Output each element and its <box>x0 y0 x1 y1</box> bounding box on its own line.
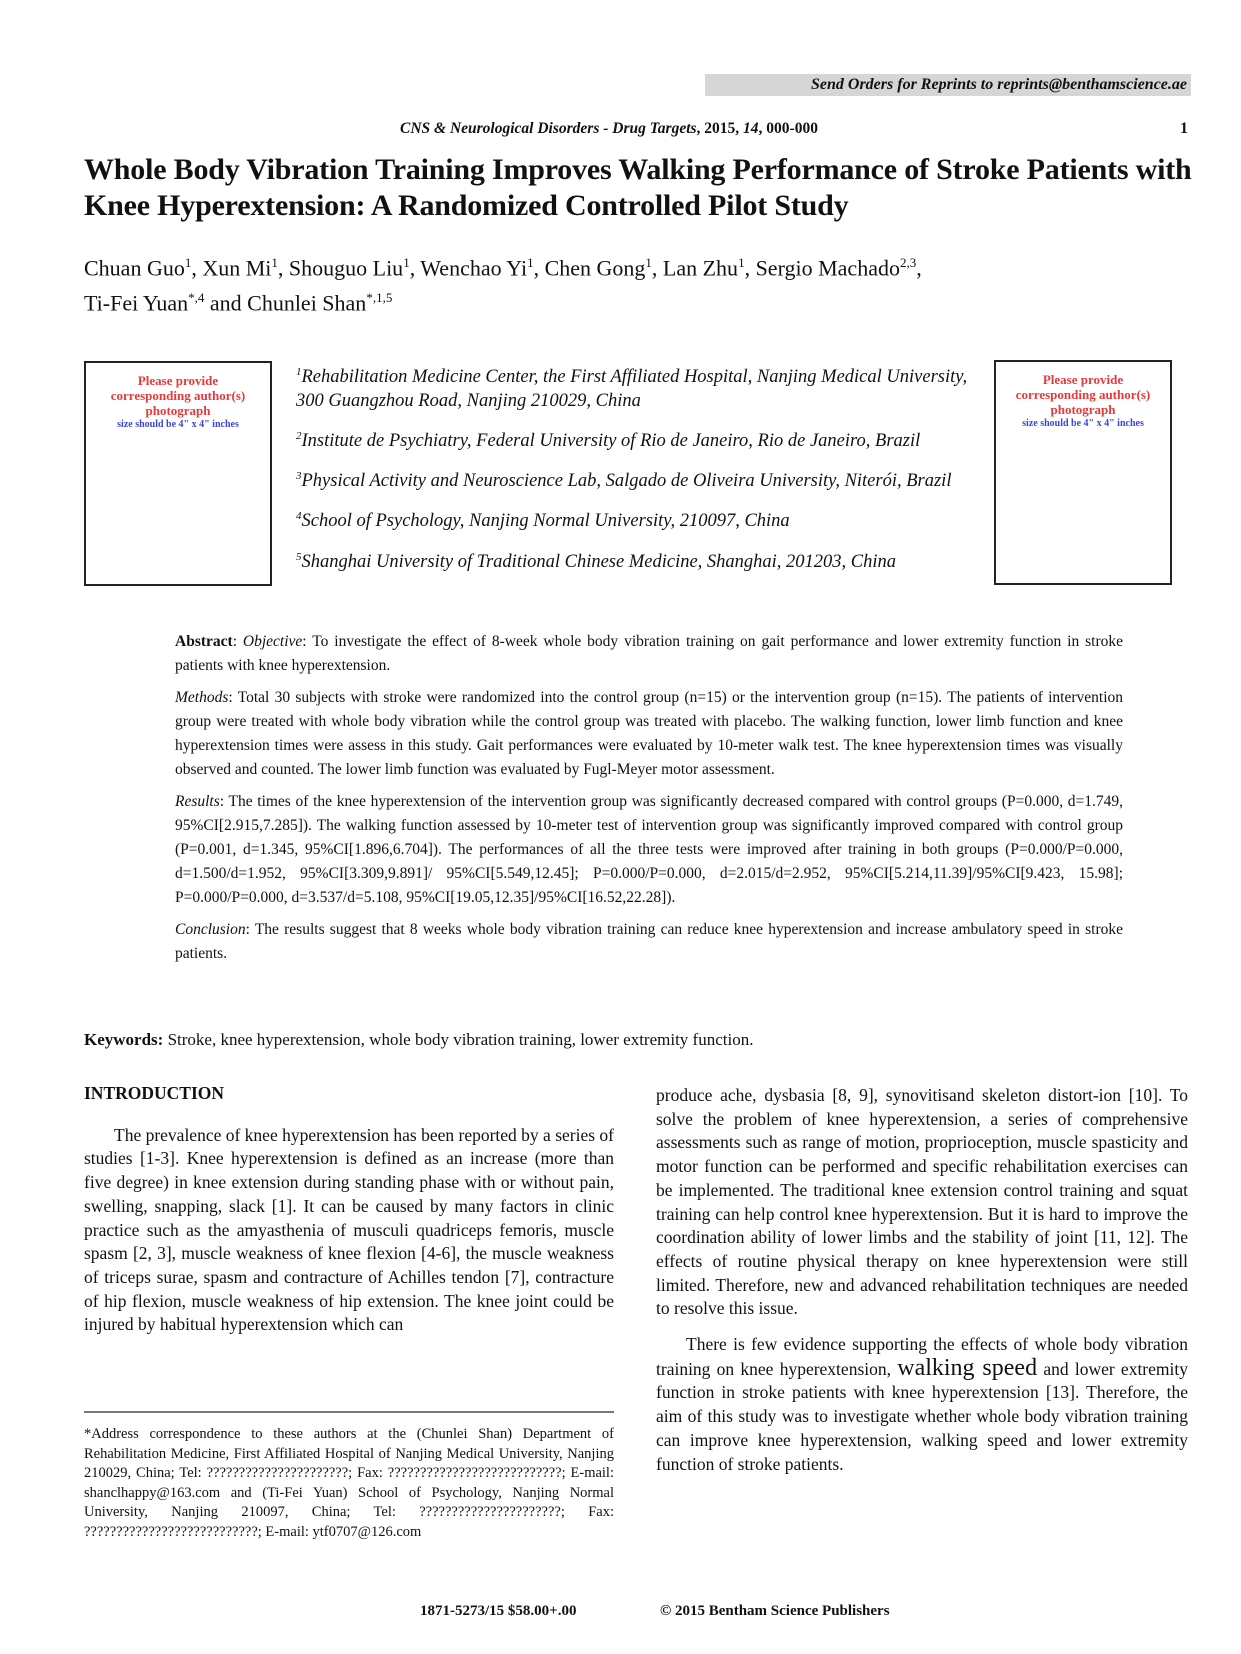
column-right <box>656 1084 1188 1476</box>
author-name: Lan Zhu <box>662 255 739 281</box>
paper-title: Whole Body Vibration Training Improves Walking Performance of Stroke Patients with Knee Hyperextension: A Randomized Controlled Pilot Study <box>84 153 1192 222</box>
author-name: Wenchao Yi <box>420 255 528 281</box>
photo-request-line: Please provide <box>137 373 219 388</box>
methods-text: Total 30 subjects with stroke were randomized into the control group (n=15) or the intervention group (n=15). The patients of intervention group were treated with whole body vibration while the control group was treated with placebo. The walking function, lower limb function and knee hyperextension times were assess in this study. Gait performances were evaluated by 10-meter walk test. The knee hyperextension times was visually observed and counted. The lower limb function was evaluated by Fugl-Meyer motor assessment. <box>175 689 1124 778</box>
author-list: Chuan Guo$^1$, Xun Mi$^1$, Shouguo Liu$^1$, Wenchao Yi$^1$, Chen Gong$^1$, Lan Zhu$^1$, Sergio Machado$^{2,3}$, Ti-Fei Yuan$^{*,4}$ and Chunlei Shan$^{*,1,5}$ <box>84 255 922 316</box>
abstract-objective: Abstract: Objective: To investigate the effect of 8-week whole body vibration training on gait performance and lower extremity function in stroke patients with knee hyperextension. <box>175 633 1123 674</box>
affiliation-marker: 2 <box>296 430 302 443</box>
intro-paragraph-continued: produce ache, dysbasia [8, 9], synovitisand skeleton distort-ion [10]. To solve the problem of knee hyperextension, a series of comprehensive assessments such as range of motion, proprioception, muscle spasticity and motor function can be performed and specific rehabilitation exercises can be implemented. The traditional knee extension control training and squat training can help control knee hyperextension. But it is hard to improve the coordination ability of lower limbs and the stability of joint [11, 12]. The effects of routine physical therapy on knee hyperextension were still limited. Therefore, new and advanced rehabilitation techniques are needed to resolve this issue. <box>656 1085 1188 1319</box>
section-heading-introduction: INTRODUCTION <box>84 1083 225 1103</box>
abstract-conclusion: Conclusion: The results suggest that 8 weeks whole body vibration training can reduce knee hyperextension and increase ambulatory speed in stroke patients. <box>175 921 1123 962</box>
author-photo-placeholder-right <box>994 360 1172 585</box>
journal-citation <box>400 120 818 138</box>
keywords <box>84 1030 753 1050</box>
author-affiliation-marker: 1 <box>738 255 745 270</box>
photo-size-note: size should be 4" x 4" inches <box>1022 418 1144 429</box>
photo-request-line: corresponding author(s) <box>1015 387 1151 402</box>
author-name: Chuan Guo <box>84 255 185 281</box>
photo-request-line: photograph <box>145 403 211 418</box>
affiliation-item <box>296 464 996 493</box>
affiliation-item <box>296 360 996 413</box>
author-affiliation-marker: 2,3 <box>899 255 917 270</box>
intro-text: There is few evidence supporting the effects of whole body vibration training on knee hyperextension, <box>656 1334 1188 1379</box>
keywords-label: Keywords: <box>84 1030 164 1049</box>
journal-volume: 14 <box>743 120 759 137</box>
author-photo-placeholder-left <box>84 361 272 586</box>
keywords-text: Stroke, knee hyperextension, whole body vibration training, lower extremity function. <box>163 1030 754 1049</box>
author-name: Ti-Fei Yuan <box>84 290 189 316</box>
journal-name: CNS & Neurological Disorders - Drug Targets <box>400 120 697 137</box>
photo-request-line: corresponding author(s) <box>110 388 246 403</box>
author-affiliation-marker: 1 <box>403 255 410 270</box>
affiliation-marker: 1 <box>296 366 302 378</box>
journal-year: , 2015, <box>696 120 744 137</box>
correspondence-footnote: *Address correspondence to these authors at the (Chunlei Shan) Department of Rehabilitation Medicine, First Affiliated Hospital of Nanjing Medical University, Nanjing 210029, China; Tel: ??????????????????????; Fax: ???????????????????????????; E-mail: shanclhappy@163.com and (Ti-Fei Yuan) School of Psychology, Nanjing Normal University, Nanjing 210097, China; Tel: ??????????????????????; Fax: ???????????????????????????; E-mail: ytf0707@126.com <box>84 1426 614 1540</box>
author-affiliation-marker: *,1,5 <box>366 290 393 306</box>
intro-text-enlarged: walking speed <box>897 1354 1038 1381</box>
affiliations <box>296 360 996 585</box>
column-left <box>84 1082 614 1337</box>
abstract-heading: Abstract <box>175 633 233 650</box>
journal-pages: , 000-000 <box>758 120 818 137</box>
intro-text: and lower extremity function in stroke patients with knee hyperextension [13]. Therefore, the aim of this study was to investigate whether whole body vibration training can improve knee hyperextension, walking speed and lower extremity function of stroke patients. <box>656 1358 1188 1474</box>
intro-paragraph: The prevalence of knee hyperextension has been reported by a series of studies [1-3]. Knee hyperextension is defined as an increase (more than five degree) in knee extension during standing phase with or without pain, swelling, snapping, slack [1]. It can be caused by many factors in clinic practice such as the amyasthenia of musculi quadriceps femoris, muscle spasm [2, 3], muscle weakness of knee flexion [4-6], the muscle weakness of triceps surae, spasm and contracture of Achilles tendon [7], contracture of hip flexion, muscle weakness of hip extension. The knee joint could be injured by habitual hyperextension which can <box>84 1124 614 1335</box>
author-name: Sergio Machado <box>755 255 900 281</box>
results-label: Results <box>175 793 220 810</box>
footer-copyright: © 2015 Bentham Science Publishers <box>660 1603 890 1619</box>
affiliation-marker: 3 <box>296 470 302 483</box>
author-affiliation-marker: 1 <box>271 255 278 270</box>
affiliation-text: School of Psychology, Nanjing Normal University, 210097, China <box>301 511 790 532</box>
objective-label: Objective <box>242 633 303 650</box>
author-name: Xun Mi <box>202 255 272 281</box>
photo-size-note: size should be 4" x 4" inches <box>117 419 239 430</box>
author-affiliation-marker: 1 <box>184 255 192 270</box>
abstract-methods: Methods: Total 30 subjects with stroke were randomized into the control group (n=15) or the intervention group (n=15). The patients of intervention group were treated with whole body vibration while the control group was treated with placebo. The walking function, lower limb function and knee hyperextension times were assess in this study. Gait performances were evaluated by 10-meter walk test. The knee hyperextension times was visually observed and counted. The lower limb function was evaluated by Fugl-Meyer motor assessment. <box>175 689 1124 778</box>
footer-issn-price: 1871-5273/15 $58.00+.00 <box>420 1603 577 1619</box>
author-name: Chen Gong <box>544 255 646 281</box>
methods-label: Methods <box>175 689 229 706</box>
results-text: The times of the knee hyperextension of the intervention group was significantly decreased compared with control groups (P=0.000, d=1.749, 95%CI[2.915,7.285]). The walking function assessed by 10-meter test of intervention group was significantly improved compared with control group (P=0.001, d=1.345, 95%CI[1.896,6.704]). The performances of all the three tests were improved after training in both groups (P=0.000/P=0.000, d=1.500/d=1.952, 95%CI[3.309,9.891]/ 95%CI[5.549,12.45]; P=0.000/P=0.000, d=2.015/d=2.952, 95%CI[5.214,11.39]/95%CI[9.423, 15.98]; P=0.000/P=0.000, d=3.537/d=5.108, 95%CI[19.05,12.35]/95%CI[16.52,22.28]). <box>175 793 1123 906</box>
objective-text: To investigate the effect of 8-week whole body vibration training on gait performance and lower extremity function in stroke patients with knee hyperextension. <box>175 633 1123 674</box>
conclusion-label: Conclusion <box>175 921 246 938</box>
affiliation-text: Institute de Psychiatry, Federal University of Rio de Janeiro, Rio de Janeiro, Brazil <box>301 431 921 452</box>
affiliation-item <box>296 424 996 453</box>
photo-request-line: Please provide <box>1042 372 1124 387</box>
affiliation-marker: 5 <box>296 550 302 563</box>
affiliation-marker: 4 <box>296 510 302 523</box>
photo-request-line: photograph <box>1050 402 1116 417</box>
abstract-results: Results: The times of the knee hyperextension of the intervention group was significantly decreased compared with control groups (P=0.000, d=1.749, 95%CI[2.915,7.285]). The walking function assessed by 10-meter test of intervention group was significantly improved compared with control group (P=0.001, d=1.345, 95%CI[1.896,6.704]). The performances of all the three tests were improved after training in both groups (P=0.000/P=0.000, d=1.500/d=1.952, 95%CI[3.309,9.891]/ 95%CI[5.549,12.45]; P=0.000/P=0.000, d=2.015/d=2.952, 95%CI[5.214,11.39]/95%CI[9.423, 15.98]; P=0.000/P=0.000, d=3.537/d=5.108, 95%CI[19.05,12.35]/95%CI[16.52,22.28]). <box>175 793 1123 906</box>
reprints-banner: Send Orders for Reprints to reprints@benthamscience.ae <box>705 74 1191 96</box>
conclusion-text: The results suggest that 8 weeks whole body vibration training can reduce knee hyperextension and increase ambulatory speed in stroke patients. <box>175 921 1123 962</box>
author-affiliation-marker: 1 <box>645 255 652 270</box>
author-name: Chunlei Shan <box>247 290 367 316</box>
intro-paragraph <box>656 1333 1188 1476</box>
abstract <box>175 630 1123 974</box>
affiliation-text: Rehabilitation Medicine Center, the First Affiliated Hospital, Nanjing Medical University, 300 Guangzhou Road, Nanjing 210029, China <box>296 367 968 412</box>
author-affiliation-marker: 1 <box>527 255 534 270</box>
affiliation-item <box>296 504 996 533</box>
affiliation-item <box>296 545 996 574</box>
page-number: 1 <box>1180 120 1188 137</box>
affiliation-text: Shanghai University of Traditional Chinese Medicine, Shanghai, 201203, China <box>301 551 897 572</box>
footnote-divider <box>84 1411 614 1413</box>
affiliation-text: Physical Activity and Neuroscience Lab, Salgado de Oliveira University, Niterói, Brazil <box>301 471 952 492</box>
author-name: Shouguo Liu <box>288 255 404 281</box>
author-affiliation-marker: *,4 <box>188 290 205 306</box>
